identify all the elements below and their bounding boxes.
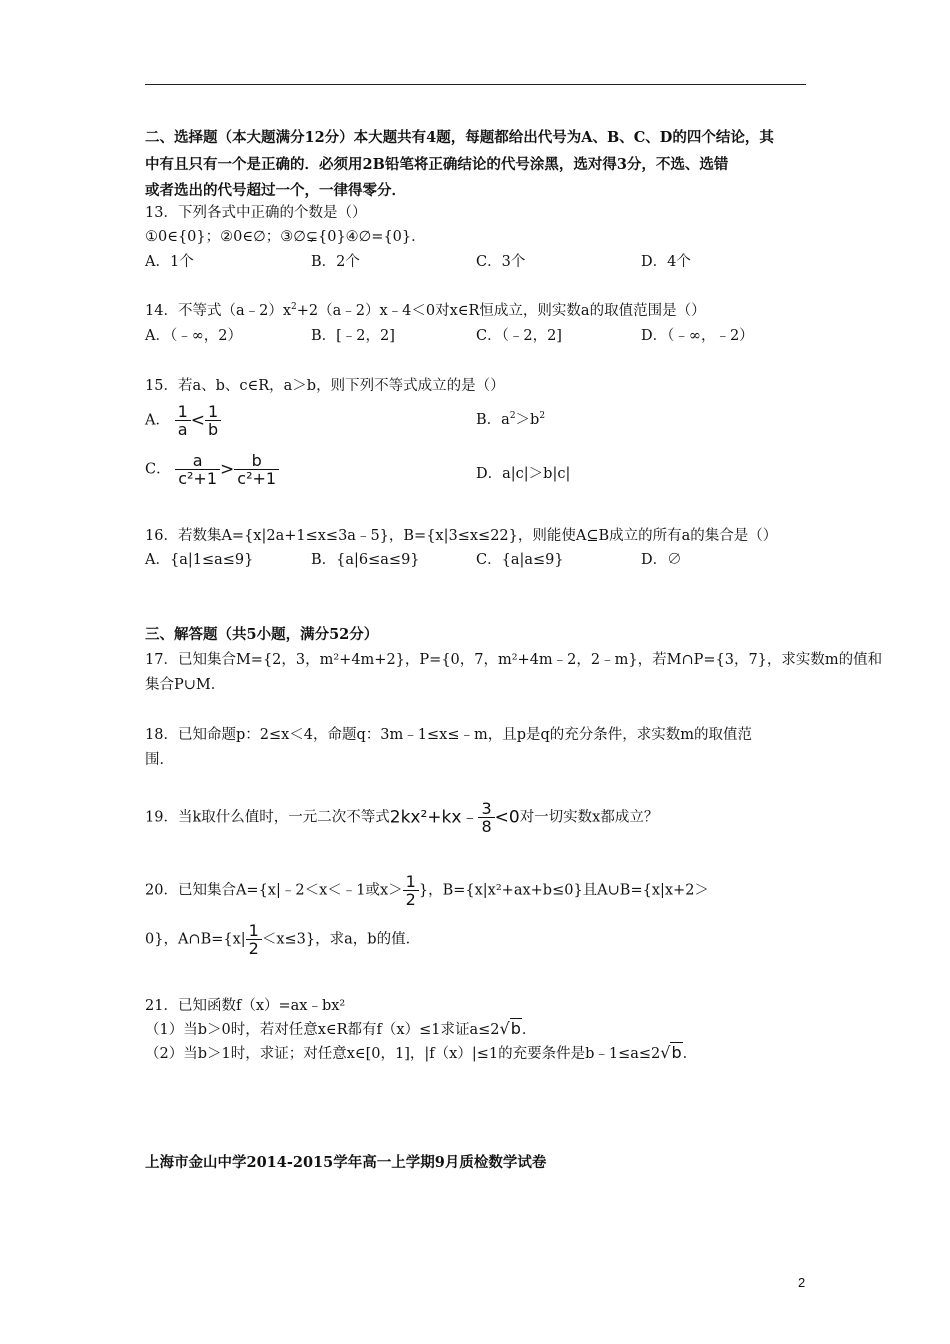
page-number: 2 [798, 1275, 806, 1290]
fraction-numerator: b [234, 452, 279, 470]
fraction-numerator: 1 [205, 403, 221, 421]
q14-option-c: C．（﹣2，2] [476, 328, 562, 344]
q20-line2 [145, 922, 420, 957]
q17-line2: 集合P∪M． [145, 677, 226, 693]
section3-header: 三、解答题（共5小题，满分52分） [145, 626, 379, 643]
sqrt-radicand: b [510, 1019, 521, 1038]
q15-option-a [145, 403, 221, 438]
q15-c-fraction2 [234, 452, 279, 487]
q16-option-c: C．{a|a≤9} [476, 552, 564, 568]
q15-stem: 15．若a、b、c∈R，a＞b，则下列不等式成立的是（） [145, 378, 505, 394]
q15-b-part2: ＞b [515, 412, 540, 428]
q15-b-part1: B．a [476, 412, 510, 428]
fraction-denominator: 8 [481, 817, 492, 836]
q15-c-fraction1 [175, 452, 220, 487]
q14-stem [145, 301, 706, 321]
q21-part1 [145, 1019, 536, 1040]
q15-a-relation: < [190, 410, 206, 431]
q20-line2-pre: 0}，A∩B={x| [145, 931, 246, 948]
fraction-denominator: 2 [248, 939, 259, 958]
q20-line1-post: }，B={x|x²+ax+b≤0}且A∪B={x|x+2＞ [418, 882, 709, 899]
q19-fraction [478, 800, 494, 835]
q15-a-fraction2 [205, 403, 221, 438]
footer-title: 上海市金山中学2014-2015学年高一上学期9月质检数学试卷 [145, 1154, 547, 1171]
q15-option-d: D．a|c|＞b|c| [476, 466, 571, 482]
fraction-numerator: a [175, 452, 220, 470]
q21-part1-text: （1）当b＞0时，若对任意x∈R都有f（x）≤1求证a≤2 [145, 1022, 500, 1038]
fraction-denominator: c²+1 [178, 469, 218, 488]
sqrt-radicand: b [671, 1043, 682, 1062]
sqrt-b: √b [660, 1043, 682, 1062]
q18-line1: 18．已知命题p：2≤x＜4，命题q：3m﹣1≤x≤﹣m，且p是q的充分条件，求实数m的取值范 [145, 727, 753, 743]
q19-relation: <0 [494, 807, 520, 828]
q18-line2: 围． [145, 752, 174, 768]
fraction-numerator: 1 [246, 922, 262, 940]
q15-option-b [476, 410, 545, 430]
sqrt-b: √b [499, 1019, 521, 1038]
q21-part2-end: ． [682, 1046, 698, 1062]
q20-fraction2 [246, 922, 262, 957]
q15-b-exponent1: 2 [509, 411, 516, 421]
fraction-denominator: b [208, 420, 219, 439]
q20-line2-post: ＜x≤3}，求a，b的值． [261, 931, 421, 948]
q16-option-d: D．∅ [641, 552, 682, 568]
q15-option-c [145, 452, 279, 487]
q19-expression: 2kx²+kx﹣ [389, 807, 479, 828]
q14-stem-part1: 14．不等式（a﹣2）x [145, 303, 291, 319]
q15-a-fraction1 [175, 403, 191, 438]
header-rule [145, 84, 806, 85]
q21-part1-end: ． [521, 1022, 537, 1038]
section2-header-line2: 中有且只有一个是正确的．必须用2B铅笔将正确结论的代号涂黑，选对得3分，不选、选错 [145, 156, 729, 173]
q17-line1: 17．已知集合M={2，3，m²+4m+2}，P={0，7，m²+4m﹣2，2﹣m}，若M∩P={3，7}，求实数m的值和 [145, 652, 883, 668]
q21-part2 [145, 1043, 697, 1064]
q14-option-a: A．（﹣∞，2） [145, 328, 243, 344]
q16-option-b: B．{a|6≤a≤9} [311, 552, 420, 568]
q19-text-post: 对一切实数x都成立？ [519, 809, 659, 826]
fraction-denominator: a [177, 420, 188, 439]
q14-option-b: B．[﹣2，2] [311, 328, 395, 344]
q13-option-a: A．1个 [145, 254, 194, 270]
q15-c-relation: > [220, 459, 235, 480]
q15-option-c-label: C． [145, 461, 171, 478]
section2-header-line3: 或者选出的代号超过一个，一律得零分． [145, 182, 406, 199]
q13-option-b: B．2个 [311, 254, 360, 270]
q16-option-a: A．{a|1≤a≤9} [145, 552, 254, 568]
q21-stem: 21．已知函数f（x）=ax﹣bx² [145, 998, 346, 1014]
q13-option-d: D．4个 [641, 254, 691, 270]
q14-exponent: 2 [291, 302, 297, 312]
q14-stem-part2: +2（a﹣2）x﹣4＜0对x∈R恒成立，则实数a的取值范围是（） [296, 303, 706, 319]
q19-line [145, 800, 658, 835]
q19-text-pre: 19．当k取什么值时，一元二次不等式 [145, 809, 390, 826]
fraction-numerator: 1 [175, 403, 191, 421]
q13-option-c: C．3个 [476, 254, 526, 270]
fraction-denominator: 2 [405, 890, 416, 909]
fraction-numerator: 3 [478, 800, 494, 818]
q20-line1 [145, 873, 709, 908]
q13-stem: 13．下列各式中正确的个数是（） [145, 205, 367, 221]
q20-line1-pre: 20．已知集合A={x|﹣2＜x＜﹣1或x＞ [145, 882, 403, 899]
fraction-denominator: c²+1 [237, 469, 277, 488]
q14-option-d: D．（﹣∞，﹣2） [641, 328, 754, 344]
q21-part2-text: （2）当b＞1时，求证；对任意x∈[0，1]，|f（x）|≤1的充要条件是b﹣1≤a≤2 [145, 1046, 661, 1062]
q16-stem: 16．若数集A={x|2a+1≤x≤3a﹣5}，B={x|3≤x≤22}，则能使A⊆B成立的所有a的集合是（） [145, 528, 778, 544]
q15-option-a-label: A． [145, 412, 170, 429]
fraction-numerator: 1 [403, 873, 419, 891]
q15-b-exponent2: 2 [539, 411, 546, 421]
section2-header-line1: 二、选择题（本大题满分12分）本大题共有4题，每题都给出代号为A、B、C、D的四个结论，其 [145, 129, 774, 146]
q20-fraction1 [403, 873, 419, 908]
q13-items: ①0∈{0}；②0∈∅；③∅⊊{0}④∅={0}． [145, 229, 426, 245]
